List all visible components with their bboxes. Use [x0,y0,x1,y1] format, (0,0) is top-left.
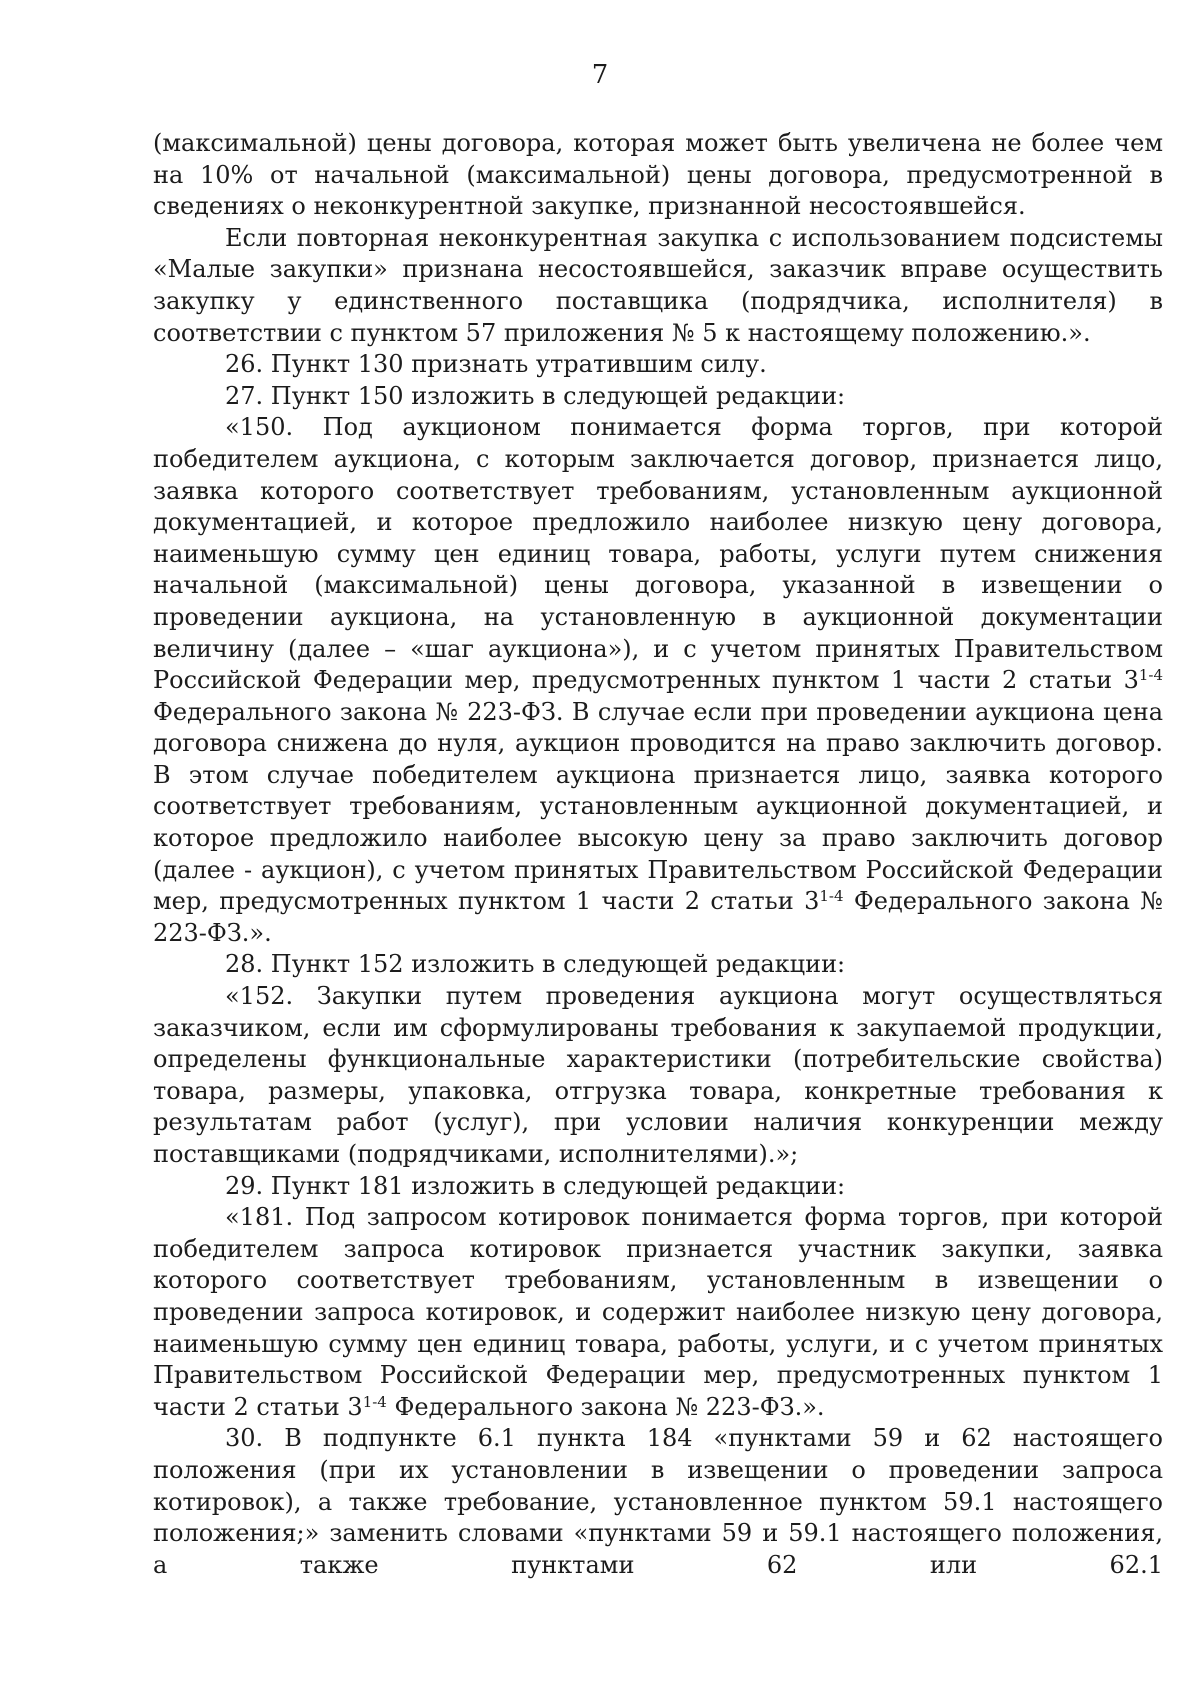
paragraph-text: «181. Под запросом котировок понимается форма торгов, при которой победителем запроса котировок признается участник закупки, заявка которого соответствует требованиям, установленным в извещении о проведении запроса котировок, и содержит наиболее низкую цену договора, наименьшую сумму цен единиц товара, работы, услуги, и с учетом принятых Правительством Российской Федерации мер, предусмотренных пунктом 1 части 2 статьи 3 [153,1203,1163,1421]
paragraph-text: 29. Пункт 181 изложить в следующей редакции: [225,1171,846,1200]
paragraph-clause-152 [153,981,1163,1171]
paragraph-item-28 [153,949,1163,981]
paragraph-item-26 [153,349,1163,381]
page-number: 7 [591,60,609,90]
paragraph-text: «150. Под аукционом понимается форма торгов, при которой победителем аукциона, с которым заключается договор, признается лицо, заявка которого соответствует требованиям, установленным аукционной документацией, и которое предложило наиболее низкую цену договора, наименьшую сумму цен единиц товара, работы, услуги путем снижения начальной (максимальной) цены договора, указанной в извещении о проведении аукциона, на установленную в аукционной документации величину (далее – «шаг аукциона»), и с учетом принятых Правительством Российской Федерации мер, предусмотренных пунктом 1 части 2 статьи 3 [153,413,1163,695]
paragraph-clause-150 [153,412,1163,949]
paragraph-text: Если повторная неконкурентная закупка с использованием подсистемы «Малые закупки» признана несостоявшейся, заказчик вправе осуществить закупку у единственного поставщика (подрядчика, исполнителя) в соответствии с пунктом 57 приложения № 5 к настоящему положению.». [153,223,1163,347]
superscript-index: 1-4 [819,887,844,905]
paragraph-item-30 [153,1423,1163,1581]
paragraph-text: Федерального закона № 223-ФЗ.». [153,887,1163,947]
paragraph-text: 30. В подпункте 6.1 пункта 184 «пунктами 59 и 62 настоящего положения (при их установлении в извещении о проведении запроса котировок), а также требование, установленное пунктом 59.1 настоящего положения;» заменить словами «пунктами 59 и 59.1 настоящего положения, а также пунктами 62 или 62.1 [153,1424,1163,1579]
paragraph-item-29 [153,1171,1163,1203]
document-body [153,128,1163,1581]
paragraph-text: Федерального закона № 223-ФЗ. В случае если при проведении аукциона цена договора снижена до нуля, аукцион проводится на право заключить договор. В этом случае победителем аукциона признается лицо, заявка которого соответствует требованиям, установленным аукционной документацией, и которое предложило наиболее высокую цену за право заключить договор (далее - аукцион), с учетом принятых Правительством Российской Федерации мер, предусмотренных пунктом 1 части 2 статьи 3 [153,697,1163,916]
paragraph-repeat-procurement [153,223,1163,349]
superscript-index: 1-4 [362,1392,387,1411]
paragraph-text: 26. Пункт 130 признать утратившим силу. [225,350,767,379]
paragraph-item-27 [153,381,1163,413]
paragraph-continuation [153,128,1163,223]
paragraph-clause-181 [153,1202,1163,1423]
paragraph-text: Федерального закона № 223-ФЗ.». [386,1392,825,1421]
paragraph-text: «152. Закупки путем проведения аукциона могут осуществляться заказчиком, если им сформулированы требования к закупаемой продукции, определены функциональные характеристики (потребительские свойства) товара, размеры, упаковка, отгрузка товара, конкретные требования к результатам работ (услуг), при условии наличия конкуренции между поставщиками (подрядчиками, исполнителями).»; [153,982,1163,1168]
superscript-index: 1-4 [1138,665,1163,684]
paragraph-text: 27. Пункт 150 изложить в следующей редакции: [225,381,846,410]
paragraph-text: 28. Пункт 152 изложить в следующей редакции: [225,950,846,979]
paragraph-text: (максимальной) цены договора, которая может быть увеличена не более чем на 10% от начальной (максимальной) цены договора, предусмотренной в сведениях о неконкурентной закупке, признанной несостоявшейся. [153,129,1163,221]
